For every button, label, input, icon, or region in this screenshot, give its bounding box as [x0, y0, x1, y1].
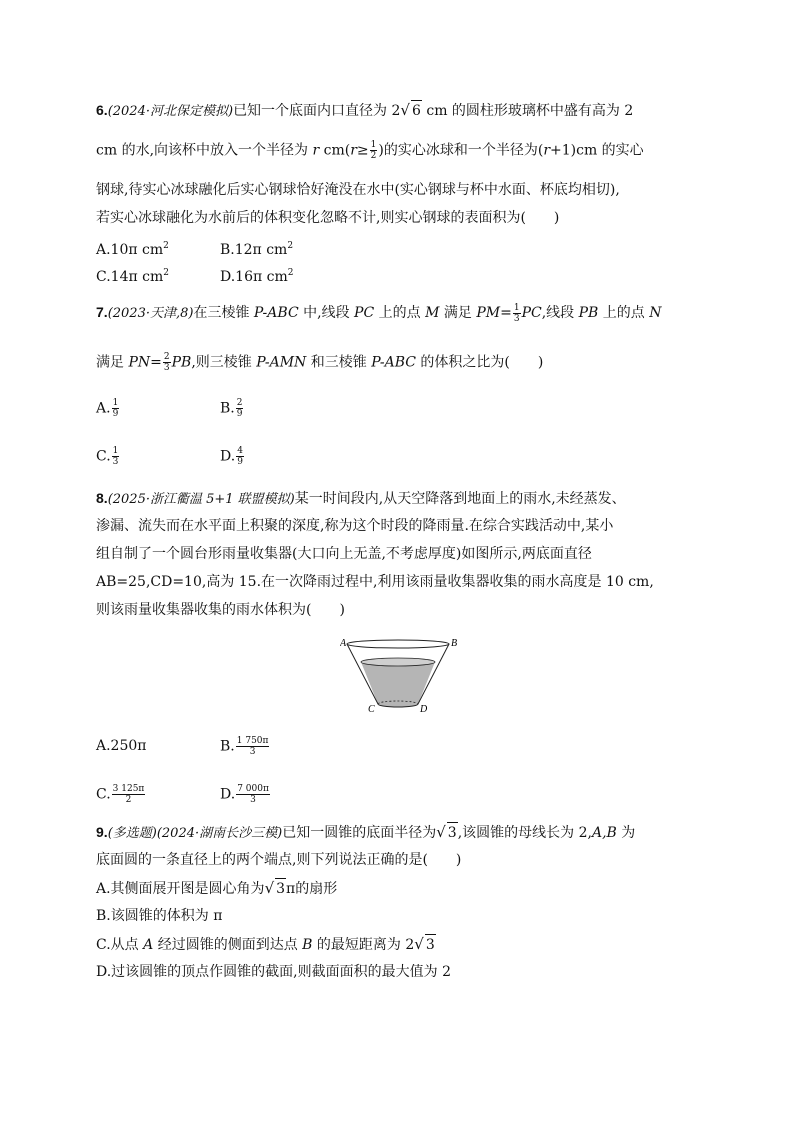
option-fraction [112, 446, 120, 467]
q6-line-1 [96, 100, 633, 122]
option-label: B. [220, 738, 235, 755]
frac-num: 1 [513, 302, 520, 313]
q7-text: 和三棱锥 [306, 354, 372, 371]
option-fraction [112, 398, 120, 419]
q7-text: 上的点 [374, 305, 426, 321]
q6-option-b[interactable] [220, 236, 293, 260]
option-fraction [236, 398, 244, 419]
q7-line-2 [96, 352, 543, 373]
q7-var: PB [578, 305, 599, 321]
option-label: D. [220, 448, 236, 465]
q8-line-3: 组自制了一个圆台形雨量收集器(大口向上无盖,不考虑厚度)如图所示,两底面直径 [96, 546, 592, 562]
q9-option-d[interactable]: D.过该圆锥的顶点作圆锥的截面,则截面面积的最大值为 2 [96, 964, 451, 980]
q7-text: 中,线段 [298, 305, 355, 321]
q9-var: A,B [591, 825, 617, 841]
option-fraction [236, 446, 244, 467]
q8-option-a[interactable] [96, 736, 146, 756]
option-text: C.从点 [96, 937, 144, 953]
frac-num: 2 [163, 352, 170, 362]
frustum-svg [340, 634, 460, 714]
q7-source: (2023·天津,8) [107, 306, 194, 321]
option-label: C. [96, 786, 111, 803]
q7-number: 7. [96, 304, 108, 320]
option-label: A.250π [96, 738, 147, 754]
frustum-figure [340, 634, 460, 718]
frac-num: 7 000π [237, 784, 269, 794]
frac-den: 9 [112, 409, 119, 419]
q9-text: ,该圆锥的母线长为 2, [457, 825, 592, 841]
q6-var-r2: r [350, 142, 357, 159]
point-b: B [302, 937, 313, 953]
q7-var: M [425, 305, 440, 321]
option-text: A.其侧面展开图是圆心角为 [96, 881, 265, 897]
q9-option-a[interactable] [96, 878, 337, 899]
frac-den: 2 [370, 151, 377, 161]
point-a: A [143, 937, 154, 953]
q8-line-1 [96, 488, 626, 510]
q6-var-r3: r [543, 142, 551, 159]
q7-text: 上的点 [598, 305, 650, 321]
frac-num: 2 [236, 398, 243, 408]
q9-number: 9. [96, 824, 108, 840]
q9-text: 为 [616, 825, 636, 841]
q7-option-a[interactable] [96, 398, 120, 419]
q7-line-1 [96, 302, 661, 324]
q9-source: (多选题)(2024·湖南长沙三模) [107, 826, 283, 841]
q7-var: PB [171, 354, 192, 371]
q6-text-4: cm( [319, 142, 351, 159]
frac-num: 3 125π [112, 784, 145, 794]
q7-text: ,则三棱锥 [191, 354, 257, 371]
q7-var: PN [128, 354, 151, 371]
q7-text: 满足 [439, 305, 477, 321]
q7-var: PC [354, 305, 375, 321]
q6-text-3: cm 的水,向该杯中放入一个半径为 [96, 142, 313, 159]
q8-option-c[interactable] [96, 784, 146, 805]
q7-var: P-AMN [256, 354, 307, 371]
label-c: C [368, 704, 375, 714]
option-text: π的扇形 [286, 881, 338, 897]
frac-num: 1 [112, 398, 119, 408]
q6-source: (2024·河北保定模拟) [107, 104, 234, 119]
q7-option-b[interactable] [220, 398, 244, 419]
q7-text: 的体积之比为( ) [415, 354, 544, 371]
q6-option-c[interactable] [96, 263, 169, 287]
frac-den: 3 [112, 457, 119, 467]
q6-text-6: +1)cm 的实心 [550, 142, 644, 159]
option-text: C.14π cm [96, 269, 164, 285]
superscript: 2 [163, 241, 169, 251]
frac-den: 3 [249, 747, 256, 757]
frac-num: 4 [237, 446, 243, 456]
q7-var: PM [476, 305, 501, 321]
frac-den: 2 [125, 795, 132, 805]
frac-den: 3 [513, 313, 520, 324]
water-surface [361, 658, 435, 666]
frac-den: 3 [250, 795, 256, 805]
q8-number: 8. [96, 490, 108, 506]
q6-line-4: 若实心冰球融化为水前后的体积变化忽略不计,则实心钢球的表面积为( ) [96, 210, 560, 226]
q6-option-a[interactable] [96, 236, 169, 260]
label-b: B [451, 638, 458, 649]
option-label: A. [96, 400, 111, 417]
q8-line-5: 则该雨量收集器收集的雨水体积为( ) [96, 602, 345, 618]
label-a: A [340, 638, 347, 649]
q8-option-b[interactable] [220, 736, 270, 757]
frac-den: 9 [237, 457, 243, 467]
q6-number: 6. [96, 102, 108, 118]
sqrt-symbol: √ [400, 101, 410, 119]
radicand: 3 [425, 934, 436, 955]
superscript: 2 [287, 268, 294, 278]
q6-var-r: r [312, 142, 320, 159]
label-d: D [420, 704, 428, 714]
frac-num: 1 750π [236, 736, 269, 746]
radicand: 3 [275, 878, 286, 899]
frac-num: 1 [112, 446, 119, 456]
q6-fraction [370, 140, 378, 161]
q7-text: 在三棱锥 [193, 305, 254, 321]
option-text: B.12π cm [220, 242, 288, 258]
superscript: 2 [163, 268, 169, 278]
frac-den: 3 [163, 363, 170, 373]
q8-line-4: AB=25,CD=10,高为 15.在一次降雨过程中,利用该雨量收集器收集的雨水高度是 10 cm, [96, 574, 654, 590]
q7-eq: = [150, 354, 162, 371]
q7-fraction-2 [163, 352, 171, 373]
option-text: 经过圆锥的侧面到达点 [153, 937, 303, 953]
q6-text-5: )的实心冰球和一个半径为( [378, 142, 544, 159]
q6-line-3: 钢球,待实心冰球融化后实心钢球恰好淹没在水中(实心钢球与杯中水面、杯底均相切), [96, 182, 620, 198]
option-label: C. [96, 448, 111, 465]
option-label: B. [220, 400, 235, 417]
frac-num: 1 [370, 140, 377, 150]
sqrt-symbol: √ [414, 935, 424, 953]
q6-line-2 [96, 140, 644, 161]
frac-den: 9 [236, 409, 243, 419]
q7-text: ,线段 [541, 305, 579, 321]
option-text: D.16π cm [220, 269, 288, 285]
option-fraction [112, 784, 146, 805]
q8-text: 某一时间段内,从天空降落到地面上的雨水,未经蒸发、 [294, 491, 626, 507]
q8-line-2: 渗漏、流失而在水平面上积聚的深度,称为这个时段的降雨量.在综合实践活动中,某小 [96, 518, 614, 534]
q9-option-b[interactable]: B.该圆锥的体积为 π [96, 908, 223, 924]
q7-option-d[interactable] [220, 446, 245, 467]
q7-var: P-ABC [253, 305, 299, 321]
option-label: D. [220, 786, 236, 803]
q7-text: 满足 [96, 354, 129, 371]
q7-var: N [649, 305, 662, 321]
option-fraction [236, 784, 270, 805]
option-text: 的最短距离为 2 [312, 937, 415, 953]
q9-line-1 [96, 822, 635, 844]
q9-line-2: 底面圆的一条直径上的两个端点,则下列说法正确的是( ) [96, 852, 462, 868]
q6-text-1: 已知一个底面内口直径为 2 [233, 103, 401, 119]
q8-option-d[interactable] [220, 784, 271, 805]
option-text: A.10π cm [96, 242, 164, 258]
q8-source: (2025·浙江衢温 5+1 联盟模拟) [107, 492, 295, 507]
q7-var: PC [521, 305, 542, 321]
q6-radicand: 6 [411, 100, 422, 121]
top-ellipse [347, 640, 449, 648]
superscript: 2 [287, 241, 294, 251]
q7-option-c[interactable] [96, 446, 120, 467]
q6-text-2: cm 的圆柱形玻璃杯中盛有高为 2 [421, 103, 634, 119]
q7-eq: = [500, 305, 512, 321]
q9-radicand: 3 [447, 822, 458, 843]
option-fraction [236, 736, 270, 757]
q6-geq: ≥ [356, 142, 369, 159]
sqrt-symbol: √ [436, 823, 446, 841]
sqrt-symbol: √ [264, 879, 275, 897]
q9-text: 已知一圆锥的底面半径为 [282, 825, 437, 841]
q7-var: P-ABC [371, 354, 416, 371]
q9-option-c[interactable] [96, 934, 436, 955]
q6-option-d[interactable] [220, 263, 294, 287]
water-fill [361, 662, 435, 707]
q7-fraction-1 [513, 303, 521, 324]
